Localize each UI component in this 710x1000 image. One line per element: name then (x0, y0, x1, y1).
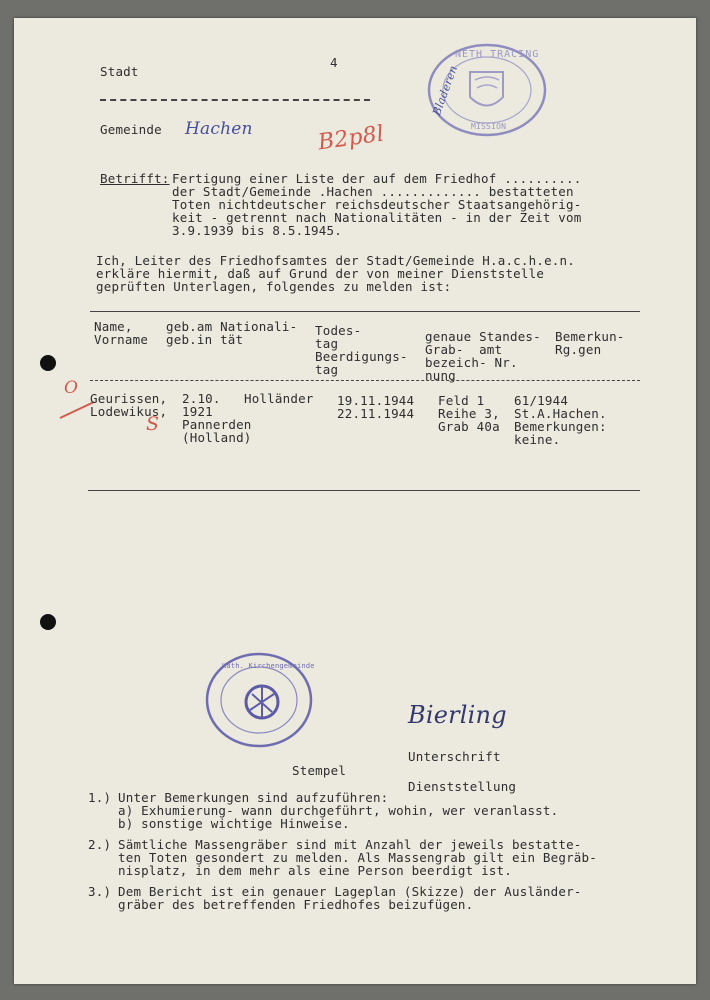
note-2-number: 2.) (88, 837, 112, 852)
unterschrift-label: Unterschrift (408, 749, 501, 764)
stempel-label: Stempel (292, 763, 347, 778)
gemeinde-label: Gemeinde (100, 122, 162, 137)
betreff-line-3: Toten nichtdeutscher reichsdeutscher Staatsangehörig- (172, 197, 582, 212)
note-1-line-2: a) Exhumierung- wann durchgeführt, wohin, wer veranlasst. (118, 803, 559, 818)
note-1-line-3: b) sonstige wichtige Hinweise. (118, 816, 350, 831)
header-bem: Bemerkun- Rg.gen (555, 329, 625, 357)
stamp-handwritten: Bladeren (430, 63, 461, 118)
note-1-line-1: Unter Bemerkungen sind aufzuführen: (118, 790, 389, 805)
punch-hole-bottom (40, 614, 56, 630)
gemeinde-handwritten: Hachen (185, 119, 253, 139)
table-bottom-rule (88, 490, 640, 491)
row-nationality: Holländer (244, 391, 314, 406)
header-name: Name, Vorname (94, 319, 149, 347)
stadt-dash-line (100, 99, 370, 101)
betreff-line-1: Fertigung einer Liste der auf dem Friedhof .......... (172, 171, 582, 186)
church-stamp (204, 650, 314, 750)
note-2-line-2: ten Toten gesondert zu melden. Als Massengrab gilt ein Begräb- (118, 850, 597, 865)
note-1-number: 1.) (88, 790, 112, 805)
dienststellung-label: Dienststellung (408, 779, 517, 794)
church-stamp-text: Kath. Kirchengemeinde (222, 662, 315, 670)
header-grab: genaue Standes- Grab- amt bezeich- Nr. nung (425, 329, 541, 383)
row-tod: 19.11.1944 22.11.1944 (337, 393, 415, 421)
stadt-label: Stadt (100, 64, 139, 79)
table-top-rule (90, 311, 640, 312)
margin-mark-s: S (146, 413, 160, 435)
note-3-line-1: Dem Bericht ist ein genauer Lageplan (Skizze) der Ausländer- (118, 884, 582, 899)
betreff-label: Betrifft: (100, 171, 170, 186)
punch-hole-top (40, 355, 56, 371)
header-tod: Todes- tag Beerdigungs- tag (315, 323, 408, 377)
intro-line-3: geprüften Unterlagen, folgendes zu melden ist: (96, 279, 452, 294)
header-geb: geb.am Nationali- geb.in tät (166, 319, 298, 347)
betreff-line-4: keit - getrennt nach Nationalitäten - in der Zeit vom (172, 210, 582, 225)
row-bemerkungen: 61/1944 St.A.Hachen. Bemerkungen: keine. (514, 393, 607, 447)
page-number: 4 (330, 55, 338, 70)
margin-mark-o: O (64, 378, 79, 398)
intro-line-2: erkläre hiermit, daß auf Grund der von meiner Dienststelle (96, 266, 545, 281)
signature: Bierling (408, 701, 507, 729)
stamp-top-text: NETH TRACING (455, 49, 540, 60)
note-2-line-3: nisplatz, in dem mehr als eine Person beerdigt ist. (118, 863, 513, 878)
stamp-bottom-text: MISSION (471, 122, 507, 131)
note-3-number: 3.) (88, 884, 112, 899)
row-name: Geurissen, Lodewikus, (90, 391, 168, 419)
red-handwritten-note: B2p8l (316, 121, 386, 156)
row-grab: Feld 1 Reihe 3, Grab 40a (438, 393, 500, 434)
note-3-line-2: gräber des betreffenden Friedhofes beizufügen. (118, 897, 474, 912)
betreff-line-2: der Stadt/Gemeinde .Hachen ............. bestatteten (172, 184, 574, 199)
row-geb: 2.10. 1921 Pannerden (Holland) (182, 391, 252, 445)
intro-line-1: Ich, Leiter des Friedhofsamtes der Stadt/Gemeinde H.a.c.h.e.n. (96, 253, 575, 268)
note-2-line-1: Sämtliche Massengräber sind mit Anzahl der jeweils bestatte- (118, 837, 582, 852)
table-header-rule (90, 380, 640, 381)
betreff-line-5: 3.9.1939 bis 8.5.1945. (172, 223, 342, 238)
tracing-mission-stamp (425, 42, 549, 138)
